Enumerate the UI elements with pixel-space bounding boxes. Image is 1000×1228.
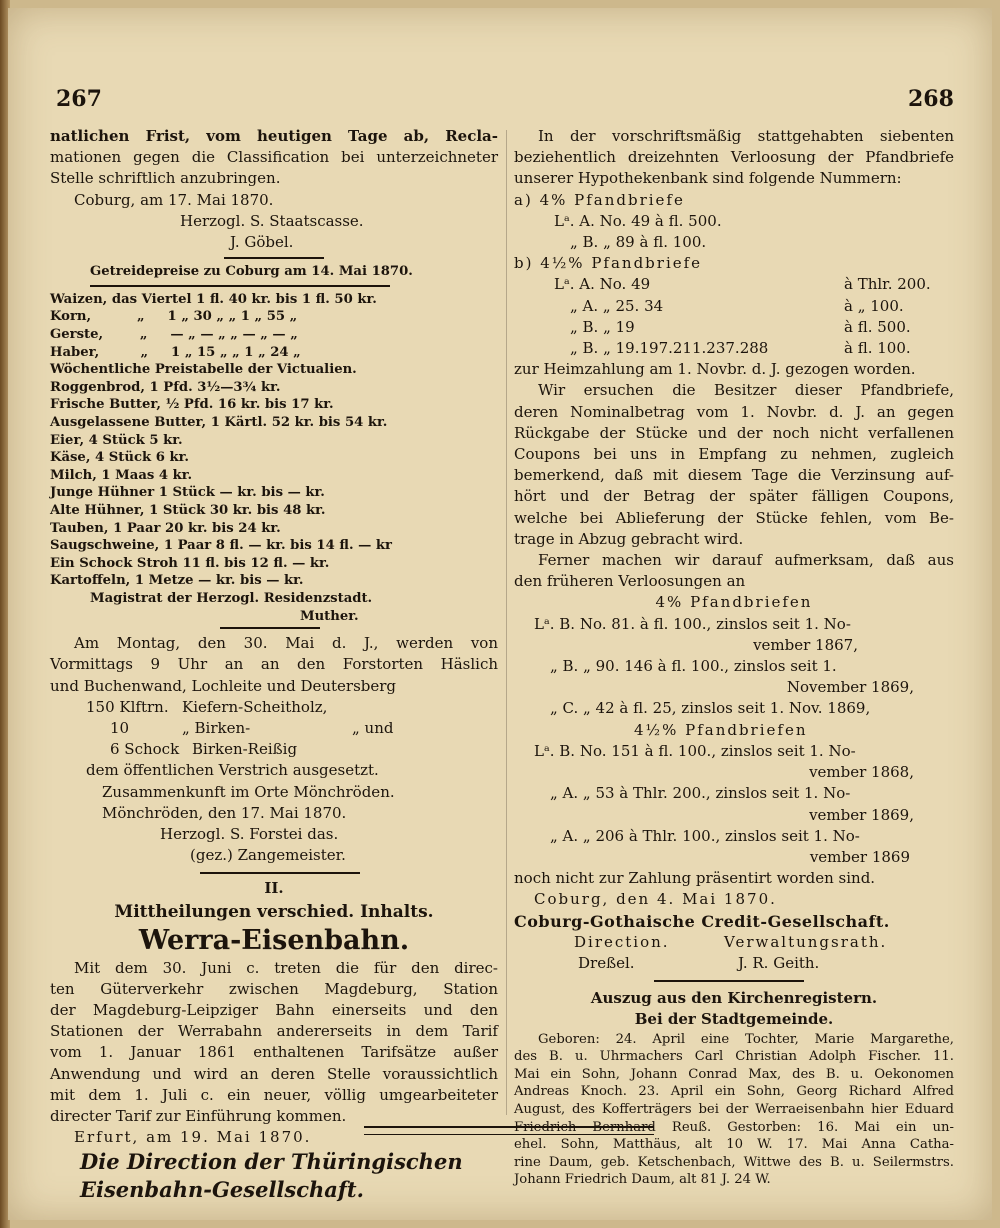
- list-item-cont: vember 1869,: [809, 805, 914, 824]
- list-item-cont: vember 1867,: [753, 635, 858, 654]
- text-line: Wir ersuchen die Besitzer dieser Pfandbriefe,: [538, 381, 954, 400]
- victualien-row: Kartoffeln, 1 Metze — kr. bis — kr.: [50, 573, 304, 589]
- text-line: mationen gegen die Classification bei unterzeichneter: [50, 148, 498, 167]
- list-item-cont: November 1869,: [786, 678, 914, 697]
- signature: (gez.) Zangemeister.: [190, 846, 346, 865]
- date-line: Mönchröden, den 17. Mai 1870.: [102, 803, 347, 822]
- list-item-cont: vember 1869: [809, 847, 910, 866]
- text-line: Mit dem 30. Juni c. treten die für den direc-: [74, 958, 498, 977]
- victualien-row: Käse, 4 Stück 6 kr.: [50, 450, 189, 466]
- victualien-row: Ausgelassene Butter, 1 Kärtl. 52 kr. bis 54 kr.: [50, 414, 388, 430]
- victualien-row: Alte Hühner, 1 Stück 30 kr. bis 48 kr.: [50, 502, 326, 518]
- signature: Herzogl. S. Staatscasse.: [180, 211, 364, 230]
- section-number: II.: [264, 879, 284, 898]
- text-line: directer Tarif zur Einführung kommen.: [50, 1106, 347, 1125]
- price-row: Waizen, das Viertel 1 fl. 40 kr. bis 1 fl. 50 kr.: [50, 291, 377, 307]
- page-number-left: 267: [56, 86, 102, 112]
- text-line: Vormittags 9 Uhr an an den Forstorten Häslich: [50, 655, 498, 674]
- text-line: beziehentlich dreizehnten Verloosung der Pfandbriefe: [514, 148, 954, 167]
- divider: [220, 627, 320, 629]
- prices-title: Getreidepreise zu Coburg am 14. Mai 1870.: [90, 264, 413, 280]
- text-line: natlichen Frist, vom heutigen Tage ab, Recla-: [50, 127, 498, 145]
- list-heading: 4% Pfandbriefen: [655, 593, 813, 612]
- text-line: Andreas Knoch. 23. April ein Sohn, Georg Richard Alfred: [514, 1084, 954, 1100]
- list-item: Lᵃ. B. No. 151 à fl. 100., zinslos seit 1. No-: [534, 741, 856, 760]
- list-item: „ B. „ 90. 146 à fl. 100., zinslos seit 1.: [550, 657, 837, 676]
- list-item: „ C. „ 42 à fl. 25, zinslos seit 1. Nov. 1869,: [550, 699, 871, 718]
- signature-labels: Direction. Verwaltungsrath.: [574, 932, 888, 951]
- text-line: In der vorschriftsmäßig stattgehabten siebenten: [538, 127, 954, 145]
- list-item: „ B. „ 89 à fl. 100.: [570, 233, 707, 252]
- text-line: Stelle schriftlich anzubringen.: [50, 169, 281, 188]
- signature: Herzogl. S. Forstei das.: [160, 824, 339, 843]
- divider: [200, 872, 360, 874]
- victualien-row: Junge Hühner 1 Stück — kr. bis — kr.: [50, 485, 325, 501]
- column-divider: [506, 130, 507, 1115]
- company-name: Coburg-Gothaische Credit-Gesellschaft.: [514, 911, 890, 931]
- divider: [90, 285, 390, 287]
- text-line: zur Heimzahlung am 1. Novbr. d. J. gezogen worden.: [514, 360, 916, 379]
- list-item: „ B. „ 19.197.211.237.288 à fl. 100.: [570, 339, 911, 358]
- list-heading: b) 4½% Pfandbriefe: [514, 254, 703, 273]
- victualien-row: Ein Schock Stroh 11 fl. bis 12 fl. — kr.: [50, 555, 330, 571]
- list-heading: a) 4% Pfandbriefe: [514, 190, 685, 209]
- text-line: hört und der Betrag der später fälligen Coupons,: [514, 487, 954, 506]
- kirchen-subtitle: Bei der Stadtgemeinde.: [634, 1010, 834, 1029]
- text-line: Rückgabe der Stücke und der noch nicht verfallenen: [514, 423, 954, 442]
- text-line: dem öffentlichen Verstrich ausgesetzt.: [86, 761, 379, 780]
- list-item: Lᵃ. A. No. 49 à fl. 500.: [554, 211, 722, 230]
- signature: Eisenbahn-Gesellschaft.: [80, 1177, 364, 1203]
- forst-item: 6 Schock Birken-Reißig: [110, 740, 298, 759]
- text-line: mit dem 1. Juli c. ein neuer, völlig umgearbeiteter: [50, 1085, 498, 1104]
- signature: J. Göbel.: [230, 233, 294, 252]
- victualien-row: Eier, 4 Stück 5 kr.: [50, 432, 183, 448]
- text-line: ten Güterverkehr zwischen Magdeburg, Station: [50, 979, 498, 998]
- signature: Die Direction der Thüringischen: [80, 1149, 463, 1175]
- text-line: trage in Abzug gebracht wird.: [514, 529, 744, 548]
- right-column: [514, 126, 954, 1189]
- text-line: des B. u. Uhrmachers Carl Christian Adolph Fischer. 11.: [514, 1049, 954, 1065]
- list-heading: 4½% Pfandbriefen: [634, 720, 808, 739]
- text-line: und Buchenwand, Lochleite und Deutersberg: [50, 676, 397, 695]
- text-line: vom 1. Januar 1861 enthaltenen Tarifsätze außer: [50, 1043, 498, 1062]
- text-line: rine Daum, geb. Ketschenbach, Wittwe des B. u. Seilermstrs.: [514, 1154, 954, 1170]
- text-line: Mai ein Sohn, Johann Conrad Max, des B. u. Oekonomen: [514, 1066, 954, 1082]
- text-line: Am Montag, den 30. Mai d. J., werden von: [74, 634, 498, 653]
- signature: Muther.: [300, 608, 359, 624]
- date-line: Erfurt, am 19. Mai 1870.: [74, 1128, 312, 1147]
- victualien-row: Roggenbrod, 1 Pfd. 3½—3¾ kr.: [50, 379, 281, 395]
- text-line: Johann Friedrich Daum, alt 81 J. 24 W.: [514, 1172, 771, 1188]
- text-line: August, des Kofferträgers bei der Werraeisenbahn hier Eduard: [514, 1101, 954, 1117]
- text-line: unserer Hypothekenbank sind folgende Nummern:: [514, 169, 902, 188]
- text-line: Anwendung und wird an deren Stelle voraussichtlich: [50, 1064, 498, 1083]
- list-item: Lᵃ. A. No. 49 à Thlr. 200.: [554, 275, 931, 294]
- left-column: [50, 126, 498, 1204]
- signature: Magistrat der Herzogl. Residenzstadt.: [90, 590, 373, 606]
- section-title: Mittheilungen verschied. Inhalts.: [114, 901, 434, 922]
- price-row: Korn, „ 1 „ 30 „ „ 1 „ 55 „: [50, 309, 298, 325]
- text-line: Zusammenkunft im Orte Mönchröden.: [102, 782, 395, 801]
- divider: [224, 257, 324, 259]
- text-line: der Magdeburg-Leipziger Bahn einerseits und den: [50, 1000, 498, 1019]
- price-row: Haber, „ 1 „ 15 „ „ 1 „ 24 „: [50, 344, 301, 360]
- list-item: „ A. „ 206 à Thlr. 100., zinslos seit 1. No-: [550, 826, 860, 845]
- text-line: bemerkend, daß mit diesem Tage die Verzinsung auf-: [514, 466, 954, 485]
- signature-names: Dreßel. J. R. Geith.: [578, 953, 820, 972]
- text-line: Stationen der Werrabahn andererseits in dem Tarif: [50, 1022, 498, 1041]
- list-item: „ B. „ 19 à fl. 500.: [570, 317, 911, 336]
- date-line: Coburg, den 4. Mai 1870.: [534, 890, 777, 909]
- werra-title: Werra-Eisenbahn.: [138, 924, 410, 956]
- page-number-right: 268: [908, 86, 954, 112]
- text-line: den früheren Verloosungen an: [514, 572, 746, 591]
- list-item: Lᵃ. B. No. 81. à fl. 100., zinslos seit 1. No-: [534, 614, 851, 633]
- text-line: Friedrich Bernhard Reuß. Gestorben: 16. Mai ein un-: [514, 1119, 954, 1135]
- text-line: Coupons bei uns in Empfang zu nehmen, zugleich: [514, 445, 954, 464]
- list-item: „ A. „ 25. 34 à „ 100.: [570, 296, 904, 315]
- victualien-row: Milch, 1 Maas 4 kr.: [50, 467, 193, 483]
- victualien-row: Tauben, 1 Paar 20 kr. bis 24 kr.: [50, 520, 281, 536]
- victualien-row: Frische Butter, ½ Pfd. 16 kr. bis 17 kr.: [50, 397, 334, 413]
- date-line: Coburg, am 17. Mai 1870.: [74, 190, 274, 209]
- kirchen-title: Auszug aus den Kirchenregistern.: [590, 989, 878, 1008]
- closing-rule: [364, 1126, 654, 1135]
- text-line: ehel. Sohn, Matthäus, alt 10 W. 17. Mai Anna Catha-: [514, 1137, 954, 1153]
- forst-item: 150 Klftrn. Kiefern-Scheitholz,: [86, 697, 328, 716]
- text-line: noch nicht zur Zahlung präsentirt worden sind.: [514, 869, 876, 888]
- text-line: welche bei Ablieferung der Stücke fehlen, vom Be-: [514, 508, 954, 527]
- victualien-title: Wöchentliche Preistabelle der Victualien.: [50, 362, 357, 378]
- list-item-cont: vember 1868,: [809, 763, 914, 782]
- text-line: Geboren: 24. April eine Tochter, Marie Margarethe,: [538, 1031, 954, 1047]
- list-item: „ A. „ 53 à Thlr. 200., zinslos seit 1. No-: [550, 784, 851, 803]
- text-line: deren Nominalbetrag vom 1. Novbr. d. J. an gegen: [514, 402, 954, 421]
- forst-item: 10 „ Birken- „ und: [110, 718, 394, 737]
- text-line: Ferner machen wir darauf aufmerksam, daß aus: [538, 551, 954, 570]
- divider: [654, 980, 804, 982]
- victualien-row: Saugschweine, 1 Paar 8 fl. — kr. bis 14 fl. — kr: [50, 538, 392, 554]
- price-row: Gerste, „ — „ — „ „ — „ — „: [50, 327, 298, 342]
